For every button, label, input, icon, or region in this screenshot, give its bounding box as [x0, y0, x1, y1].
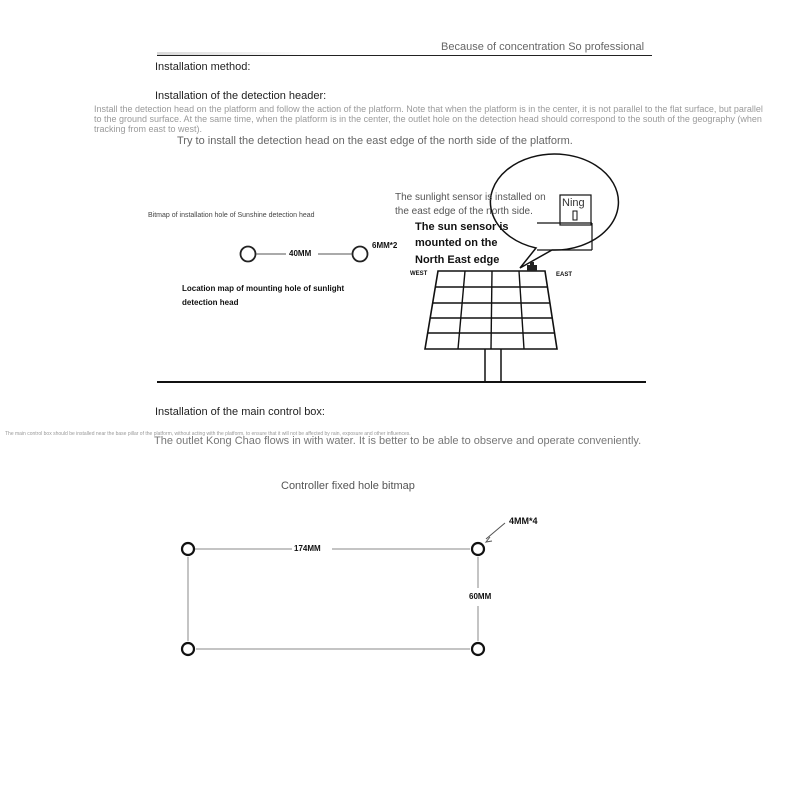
controller-bitmap-label: Controller fixed hole bitmap — [281, 480, 415, 492]
solar-pole — [485, 349, 501, 381]
detection-paragraph: Install the detection head on the platform and follow the action of the platform. Note that when the platform is in the center, it is not parallel to the flat surface, but parallel to the ground surface. At the same time, when the platform is in the center, the outlet hole on the detection head should correspond to the south of the geography (when tracking from east to west). — [94, 104, 763, 134]
installation-method-heading: Installation method: — [155, 61, 251, 73]
controller-hole-bitmap — [182, 523, 505, 655]
solar-panel — [425, 262, 557, 349]
sensor-note-line2: the east edge of the north side. — [395, 206, 533, 217]
dim-174mm: 174MM — [294, 544, 321, 553]
sensor-note-line1: The sunlight sensor is installed on — [395, 192, 546, 203]
bubble-label: Ning — [562, 197, 585, 209]
main-box-note-small: The main control box should be installed near the base pillar of the platform, without acting with the platform, to ensure that it will not be affected by rain, exposure and other influences. — [5, 431, 411, 437]
dim-6mm: 6MM*2 — [372, 241, 398, 250]
dim-60mm: 60MM — [469, 592, 492, 601]
sensor-bold-line3: North East edge — [415, 254, 500, 266]
controller-hole-bottom-left — [182, 643, 194, 655]
detection-hole-left — [241, 247, 256, 262]
controller-hole-top-right — [472, 543, 484, 555]
main-box-note: The outlet Kong Chao flows in with water. It is better to be able to observe and operate conveniently. — [154, 435, 642, 447]
dim-4mm: 4MM*4 — [509, 516, 538, 526]
dim-40mm: 40MM — [289, 249, 312, 258]
main-control-box-heading: Installation of the main control box: — [155, 406, 325, 418]
location-map-label-line2: detection head — [182, 298, 239, 307]
detection-hole-right — [353, 247, 368, 262]
sensor-bold-line2: mounted on the — [415, 237, 498, 249]
controller-hole-top-left — [182, 543, 194, 555]
west-label: WEST — [410, 271, 428, 277]
sensor-bold-line1: The sun sensor is — [415, 221, 509, 233]
bitmap-label: Bitmap of installation hole of Sunshine detection head — [148, 212, 315, 219]
section-divider — [157, 381, 646, 383]
detection-instruction: Try to install the detection head on the east edge of the north side of the platform. — [177, 135, 573, 147]
controller-hole-bottom-right — [472, 643, 484, 655]
east-label: EAST — [556, 272, 573, 278]
detection-header-heading: Installation of the detection header: — [155, 90, 327, 102]
brand-tagline: Because of concentration So professional — [441, 41, 645, 53]
location-map-label-line1: Location map of mounting hole of sunlight — [182, 284, 345, 293]
